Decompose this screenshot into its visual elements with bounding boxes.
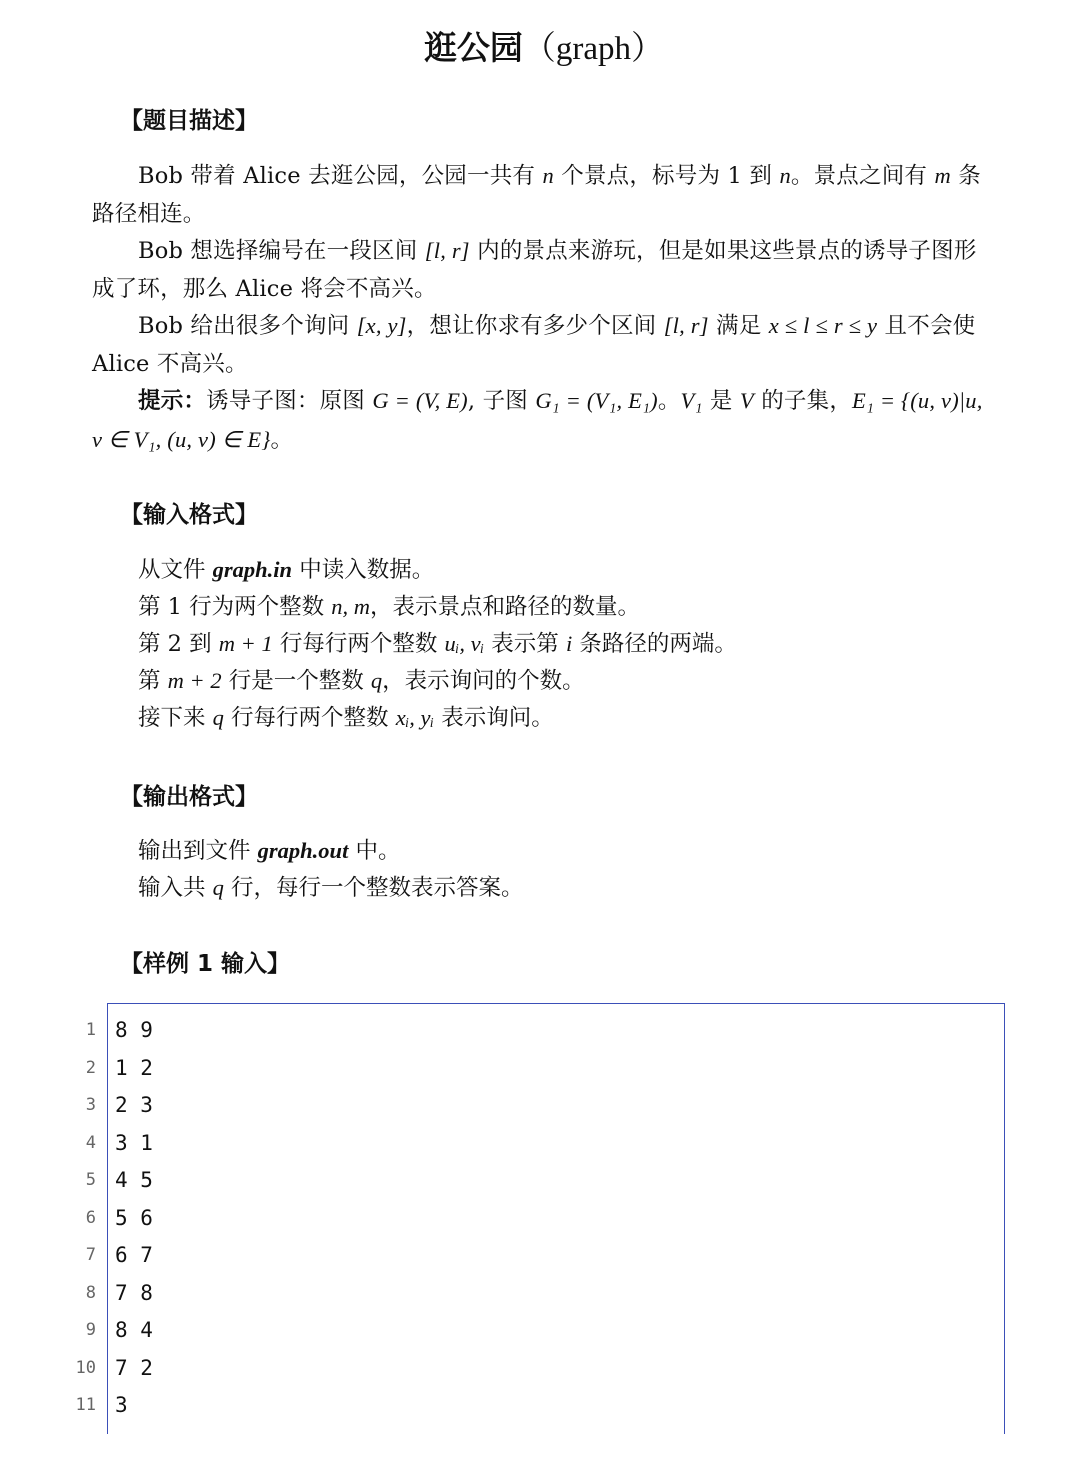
page-title xyxy=(0,24,1088,73)
line-number: 8 xyxy=(85,1282,96,1303)
input-line-4: 第 m + 2 行是一个整数 q，表示询问的个数。 xyxy=(138,668,585,694)
section-heading-description: 【题目描述】 xyxy=(120,108,258,134)
title-chinese: 逛公园 xyxy=(423,28,523,67)
output-line-1: 输出到文件 graph.out 中。 xyxy=(138,838,401,864)
code-line: 4 5 xyxy=(115,1168,153,1192)
code-line: 6 7 xyxy=(115,1243,153,1267)
desc-paragraph-3: Bob 给出很多个询问 [x, y]，想让你求有多少个区间 [l, r] 满足 x ≤ l ≤ r ≤ y 且不会使 Alice 不高兴。 xyxy=(92,313,976,377)
code-line: 2 3 xyxy=(115,1093,153,1117)
code-line: 8 4 xyxy=(115,1318,153,1342)
desc-paragraph-hint: 提示：诱导子图：原图 G = (V, E), 子图 G₁ = (V₁, E₁)。V₁ 是 V 的子集，E₁ = {(u, v)|u, v ∈ V₁, (u, v) ∈ E}。 xyxy=(92,388,983,453)
line-number: 2 xyxy=(85,1057,96,1078)
line-number: 10 xyxy=(75,1357,96,1378)
code-line: 7 8 xyxy=(115,1280,153,1305)
sample1-line-numbers xyxy=(62,1012,96,1425)
output-line-2: 输入共 q 行，每行一个整数表示答案。 xyxy=(138,875,524,901)
title-english: （graph） xyxy=(522,31,665,67)
line-number: 4 xyxy=(85,1132,96,1153)
input-line-3: 第 2 到 m + 1 行每行两个整数 uᵢ, vᵢ 表示第 i 条路径的两端。 xyxy=(138,631,737,657)
sample1-code-lines xyxy=(115,1012,153,1425)
line-number: 9 xyxy=(85,1320,96,1340)
hint-label: 提示： xyxy=(138,388,207,414)
line-number: 6 xyxy=(85,1207,96,1228)
line-number: 5 xyxy=(85,1170,96,1190)
line-number: 1 xyxy=(85,1020,96,1040)
desc-paragraph-1: Bob 带着 Alice 去逛公园，公园一共有 n 个景点，标号为 1 到 n。景点之间有 m 条路径相连。 xyxy=(92,163,981,227)
section-heading-output: 【输出格式】 xyxy=(120,784,258,810)
input-line-5: 接下来 q 行每行两个整数 xᵢ, yᵢ 表示询问。 xyxy=(138,705,554,731)
line-number: 7 xyxy=(85,1245,96,1265)
code-line: 3 xyxy=(115,1393,128,1417)
input-filename: graph.in xyxy=(212,557,293,582)
desc-paragraph-2: Bob 想选择编号在一段区间 [l, r] 内的景点来游玩，但是如果这些景点的诱导子图形成了环，那么 Alice 将会不高兴。 xyxy=(92,238,977,302)
output-filename: graph.out xyxy=(257,838,349,863)
code-line: 1 2 xyxy=(115,1055,153,1080)
input-line-2: 第 1 行为两个整数 n, m，表示景点和路径的数量。 xyxy=(138,594,641,620)
code-line: 3 1 xyxy=(115,1130,153,1155)
section-heading-input: 【输入格式】 xyxy=(120,502,258,528)
section-heading-sample1-input: 【样例 1 输入】 xyxy=(120,951,291,977)
sample1-code-block xyxy=(107,1003,1005,1434)
code-line: 5 6 xyxy=(115,1205,153,1230)
line-number: 11 xyxy=(75,1395,96,1415)
code-line: 8 9 xyxy=(115,1018,153,1042)
line-number: 3 xyxy=(85,1095,96,1115)
input-line-1: 从文件 graph.in 中读入数据。 xyxy=(138,557,435,583)
code-line: 7 2 xyxy=(115,1355,153,1380)
